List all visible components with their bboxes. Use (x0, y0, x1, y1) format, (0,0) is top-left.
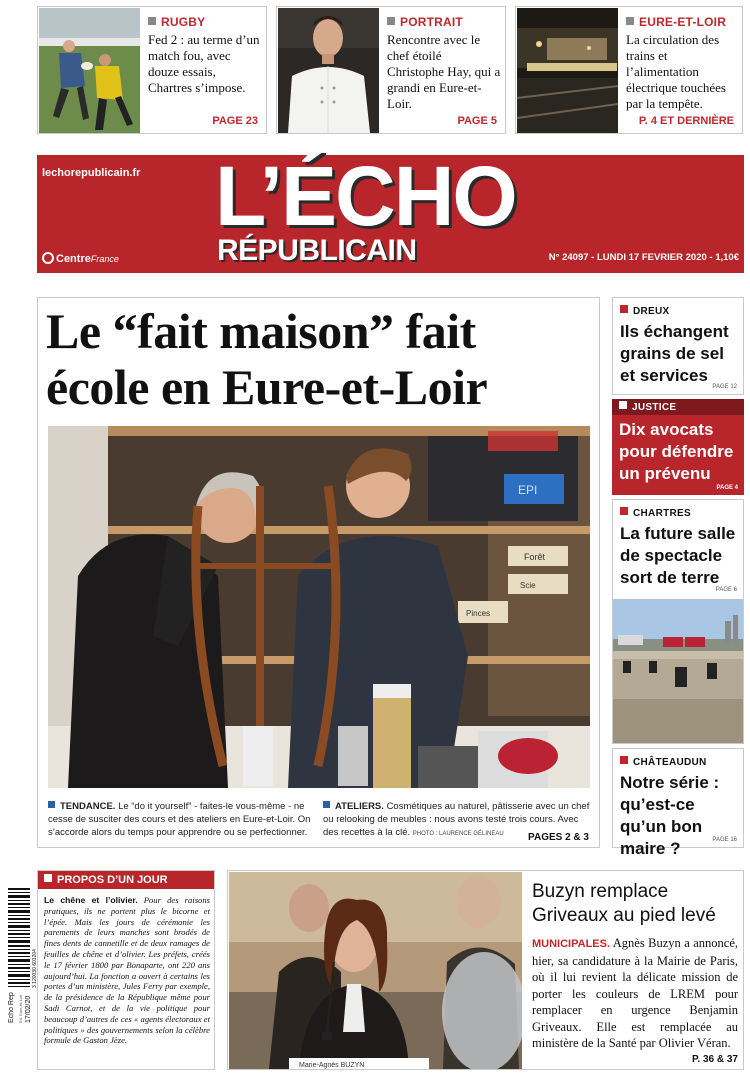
sidebar-page: PAGE 12 (712, 384, 737, 390)
teaser-text: Rencontre avec le chef étoilé Christophe Hay, qui a grandi en Eure-et-Loir. (387, 32, 501, 111)
sidebar-kicker: JUSTICE (612, 399, 744, 415)
edition-sub: Éd. Eure-et-Loir (18, 994, 23, 1023)
buzyn-text: MUNICIPALES. Agnès Buzyn a annoncé, hier, sa candidature à la Mairie de Paris, où il lui revient la délicate mission de porter les couleurs de LREM pour remplacer en urgence Benjamin Griveaux. Elle est remplacée au ministère de la Santé par Olivier Véran. P. 36 & 37 (532, 936, 738, 1065)
buzyn-photo (229, 872, 522, 1069)
teaser-page: PAGE 5 (457, 115, 497, 127)
barcode (8, 888, 36, 1023)
construction-photo (613, 599, 743, 743)
issue-line: N° 24097 - LUNDI 17 FEVRIER 2020 - 1,10€ (548, 252, 739, 263)
logo-mark-icon (42, 252, 54, 264)
caption-right: ATELIERS. Cosmétiques au naturel, pâtisserie avec un chef ou relooking de meubles : nous avons testé trois cours. Avec des recettes à la clé. PHOTO : LAURENCE GÉLINEAU (323, 801, 590, 838)
lead-story[interactable] (37, 297, 600, 848)
svg-text:Forêt: Forêt (524, 552, 546, 562)
sidebar-kicker: CHÂTEAUDUN (620, 756, 736, 768)
website-url[interactable]: lechorepublicain.fr (42, 167, 141, 179)
teaser-page: P. 4 ET DERNIÈRE (638, 115, 734, 127)
teaser-text: Fed 2 : au terme d’un match fou, avec douze essais, Chartres s’impose. (148, 32, 260, 95)
sidebar-justice[interactable] (612, 399, 744, 495)
buzyn-headline: Buzyn remplace Griveaux au pied levé (532, 881, 716, 926)
title-top: L’ÉCHO (215, 149, 516, 243)
sidebar-headline: Notre série : qu’est-ce qu’un bon maire ? (620, 773, 720, 858)
edition-text: Echo Rep (8, 992, 15, 1023)
edition-date: 17/02/20 (25, 995, 32, 1023)
barcode-number: 3 120030 601204 (32, 949, 38, 988)
sidebar-dreux[interactable] (612, 297, 744, 395)
teaser-eure-et-loir[interactable] (515, 6, 743, 134)
propos-text: Le chêne et l’olivier. Pour des raisons pratiques, ils ne portent plus le bicorne et l’épée. Mais les jours de cérémonie les parements de leurs manches sont brodés de fines dents de cannetille et de deux ramages de feuilles de chêne et d’olivier. Les préfets, créés le 17 février 1800 par Bonaparte, ont 220 ans aujourd’hui. La fonction a ouvert à certains les portes d’un ministère, Jules Ferry par exemple, de la présidence de la République même pour Sadi Carnot, et de la vie politique pour beaucoup d’autres de ces « agents électoraux et politiques » des gouvernements selon la célèbre formule de Gaston Jèze. (44, 895, 210, 1046)
teaser-page: PAGE 23 (212, 115, 258, 127)
sidebar-chateaudun[interactable] (612, 748, 744, 858)
teaser-portrait[interactable] (276, 6, 506, 134)
teaser-kicker: RUGBY (148, 15, 260, 29)
propos-label: PROPOS D’UN JOUR (38, 871, 214, 889)
teaser-kicker: EURE-ET-LOIR (626, 15, 740, 29)
lead-headline: Le “fait maison” fait école en Eure-et-Loir (46, 303, 488, 415)
sidebar-page: PAGE 16 (712, 837, 737, 843)
svg-text:EPI: EPI (518, 483, 538, 497)
rugby-photo (39, 8, 140, 133)
workshop-photo (48, 426, 590, 788)
sidebar-headline: Dix avocats pour défendre un prévenu (619, 420, 734, 483)
train-station-photo (517, 8, 618, 133)
centre-france-logo: CentreFrance (42, 252, 119, 265)
caption-left: TENDANCE. Le “do it yourself” - faites-le vous-même - ne cesse de susciter des cours et des ateliers en Eure-et-Loir. On s’accorde alors du temps pour apprendre ou se perfectionner. (48, 801, 311, 838)
chef-photo (278, 8, 379, 133)
propos-box[interactable] (37, 870, 215, 1070)
title-bottom: RÉPUBLICAIN (217, 234, 417, 267)
sidebar-kicker: DREUX (620, 305, 736, 317)
nameplate: Marie-Agnès BUZYN (299, 1062, 365, 1069)
svg-text:Scie: Scie (520, 581, 536, 590)
sidebar-page: PAGE 6 (715, 587, 737, 593)
teaser-rugby[interactable] (37, 6, 267, 134)
sidebar-headline: Ils échangent grains de sel et services (620, 322, 729, 385)
buzyn-story[interactable] (227, 870, 744, 1070)
sidebar-chartres[interactable] (612, 499, 744, 744)
sidebar-page: PAGE 4 (716, 485, 738, 491)
teaser-kicker: PORTRAIT (387, 15, 501, 29)
svg-text:Pinces: Pinces (466, 609, 491, 618)
lead-pages: PAGES 2 & 3 (528, 832, 589, 843)
teaser-text: La circulation des trains et l’alimentation électrique touchées par la tempête. (626, 32, 726, 111)
sidebar-headline: La future salle de spectacle sort de terre (620, 524, 736, 587)
sidebar-kicker: CHARTRES (620, 507, 736, 519)
masthead (37, 149, 744, 273)
